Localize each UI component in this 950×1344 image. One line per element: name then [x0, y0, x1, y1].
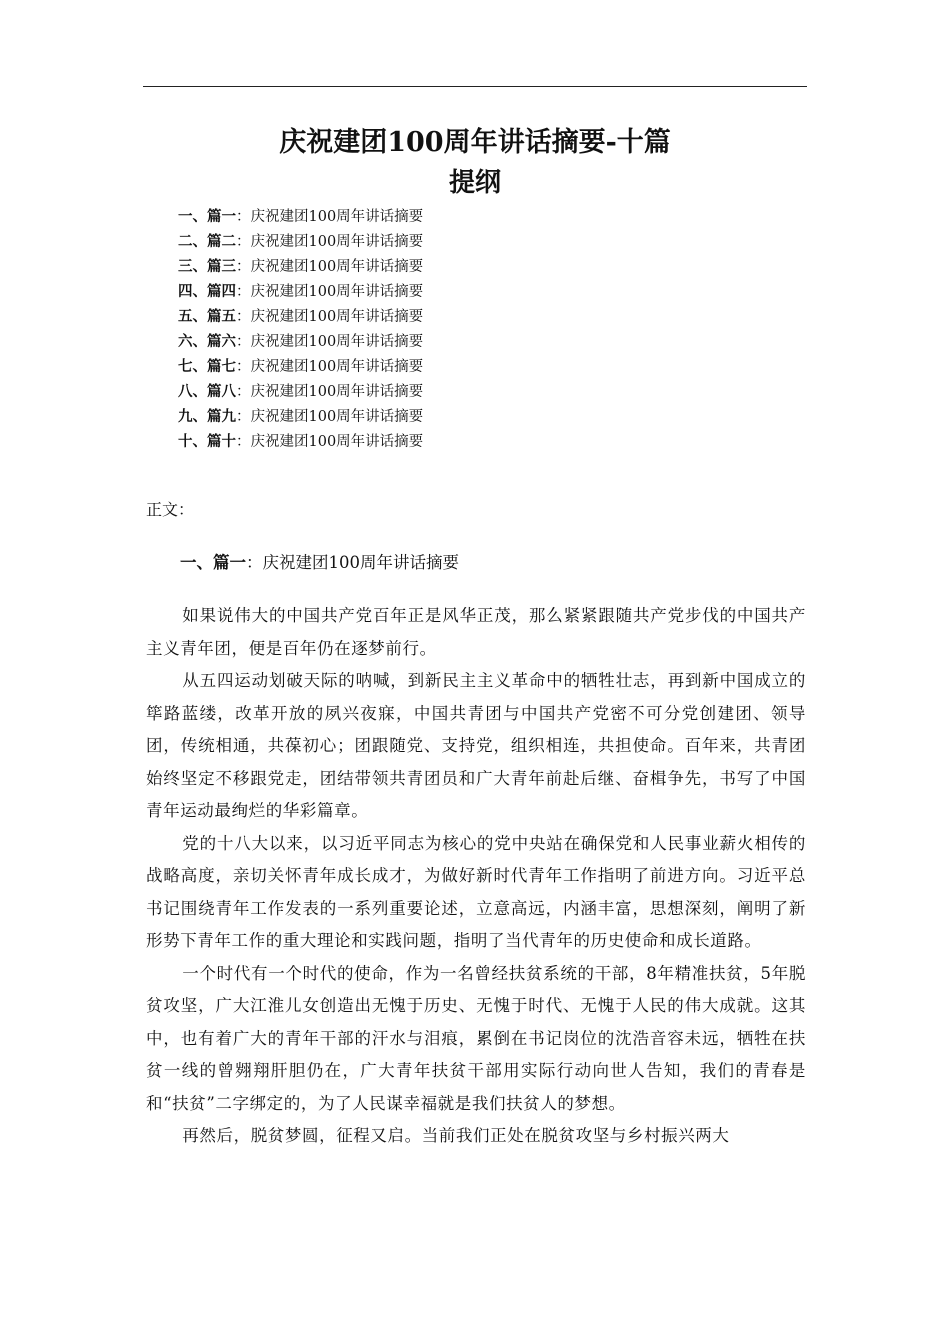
toc-item-separator: ：	[236, 384, 251, 400]
toc-item-number: 五、篇五	[178, 308, 236, 325]
toc-item-separator: ：	[236, 284, 251, 300]
document-title: 庆祝建团100周年讲话摘要-十篇	[279, 127, 671, 158]
toc-item[interactable]	[178, 354, 423, 379]
toc-item-number: 八、篇八	[178, 383, 236, 400]
section-title: 庆祝建团100周年讲话摘要	[262, 553, 459, 572]
body-paragraph: 从五四运动划破天际的呐喊，到新民主主义革命中的牺牲壮志，再到新中国成立的筚路蓝缕，改革开放的夙兴夜寐，中国共青团与中国共产党密不可分党创建团、领导团，传统相通，共葆初心；团跟随党、支持党，组织相连，共担使命。百年来，共青团始终坚定不移跟党走，团结带领共青团员和广大青年前赴后继、奋楫争先，书写了中国青年运动最绚烂的华彩篇章。	[146, 671, 806, 820]
table-of-contents	[178, 204, 423, 454]
toc-item-separator: ：	[236, 334, 251, 350]
toc-item-title: 庆祝建团100周年讲话摘要	[250, 209, 424, 225]
body-label: 正文：	[146, 500, 195, 519]
toc-item-number: 六、篇六	[178, 333, 236, 350]
toc-item-number: 四、篇四	[178, 283, 236, 300]
toc-item-number: 九、篇九	[178, 408, 236, 425]
toc-item-separator: ：	[236, 359, 251, 375]
toc-item-number: 一、篇一	[178, 208, 236, 225]
toc-item-title: 庆祝建团100周年讲话摘要	[250, 434, 424, 450]
toc-item-separator: ：	[236, 434, 251, 450]
body-paragraph: 如果说伟大的中国共产党百年正是风华正茂，那么紧紧跟随共产党步伐的中国共产主义青年团，便是百年仍在逐梦前行。	[146, 606, 806, 658]
toc-item-number: 七、篇七	[178, 358, 236, 375]
toc-item-title: 庆祝建团100周年讲话摘要	[250, 409, 424, 425]
toc-item[interactable]	[178, 329, 423, 354]
toc-item[interactable]	[178, 279, 423, 304]
toc-item[interactable]	[178, 204, 423, 229]
toc-item-title: 庆祝建团100周年讲话摘要	[250, 384, 424, 400]
toc-heading: 提纲	[448, 168, 501, 198]
toc-item-title: 庆祝建团100周年讲话摘要	[250, 259, 424, 275]
toc-item-number: 十、篇十	[178, 433, 236, 450]
toc-item-separator: ：	[236, 234, 251, 250]
section-separator: ：	[246, 553, 263, 572]
toc-item-title: 庆祝建团100周年讲话摘要	[250, 359, 424, 375]
body-paragraph: 再然后，脱贫梦圆，征程又启。当前我们正处在脱贫攻坚与乡村振兴两大	[182, 1126, 730, 1145]
toc-item[interactable]	[178, 404, 423, 429]
toc-item-separator: ：	[236, 259, 251, 275]
body-content	[146, 600, 806, 1153]
toc-item-title: 庆祝建团100周年讲话摘要	[250, 234, 424, 250]
toc-item[interactable]	[178, 229, 423, 254]
toc-item-title: 庆祝建团100周年讲话摘要	[250, 309, 424, 325]
toc-item-separator: ：	[236, 409, 251, 425]
section-number: 一、篇一	[180, 553, 246, 572]
toc-item-separator: ：	[236, 309, 251, 325]
toc-item[interactable]	[178, 379, 423, 404]
header-rule	[143, 86, 807, 87]
toc-item-title: 庆祝建团100周年讲话摘要	[250, 334, 424, 350]
toc-item-title: 庆祝建团100周年讲话摘要	[250, 284, 424, 300]
toc-item[interactable]	[178, 429, 423, 454]
toc-item[interactable]	[178, 304, 423, 329]
toc-item-separator: ：	[236, 209, 251, 225]
toc-item-number: 二、篇二	[178, 233, 236, 250]
toc-item[interactable]	[178, 254, 423, 279]
body-paragraph: 一个时代有一个时代的使命，作为一名曾经扶贫系统的干部，8年精准扶贫，5年脱贫攻坚，广大江淮儿女创造出无愧于历史、无愧于时代、无愧于人民的伟大成就。这其中，也有着广大的青年干部的汗水与泪痕，累倒在书记岗位的沈浩音容未远，牺牲在扶贫一线的曾翙翔肝胆仍在，广大青年扶贫干部用实际行动向世人告知，我们的青春是和“扶贫”二字绑定的，为了人民谋幸福就是我们扶贫人的梦想。	[146, 963, 806, 1113]
body-paragraph: 党的十八大以来，以习近平同志为核心的党中央站在确保党和人民事业薪火相传的战略高度，亲切关怀青年成长成才，为做好新时代青年工作指明了前进方向。习近平总书记围绕青年工作发表的一系列重要论述，立意高远，内涵丰富，思想深刻，阐明了新形势下青年工作的重大理论和实践问题，指明了当代青年的历史使命和成长道路。	[146, 833, 806, 950]
section-heading	[180, 548, 459, 578]
toc-item-number: 三、篇三	[178, 258, 236, 275]
